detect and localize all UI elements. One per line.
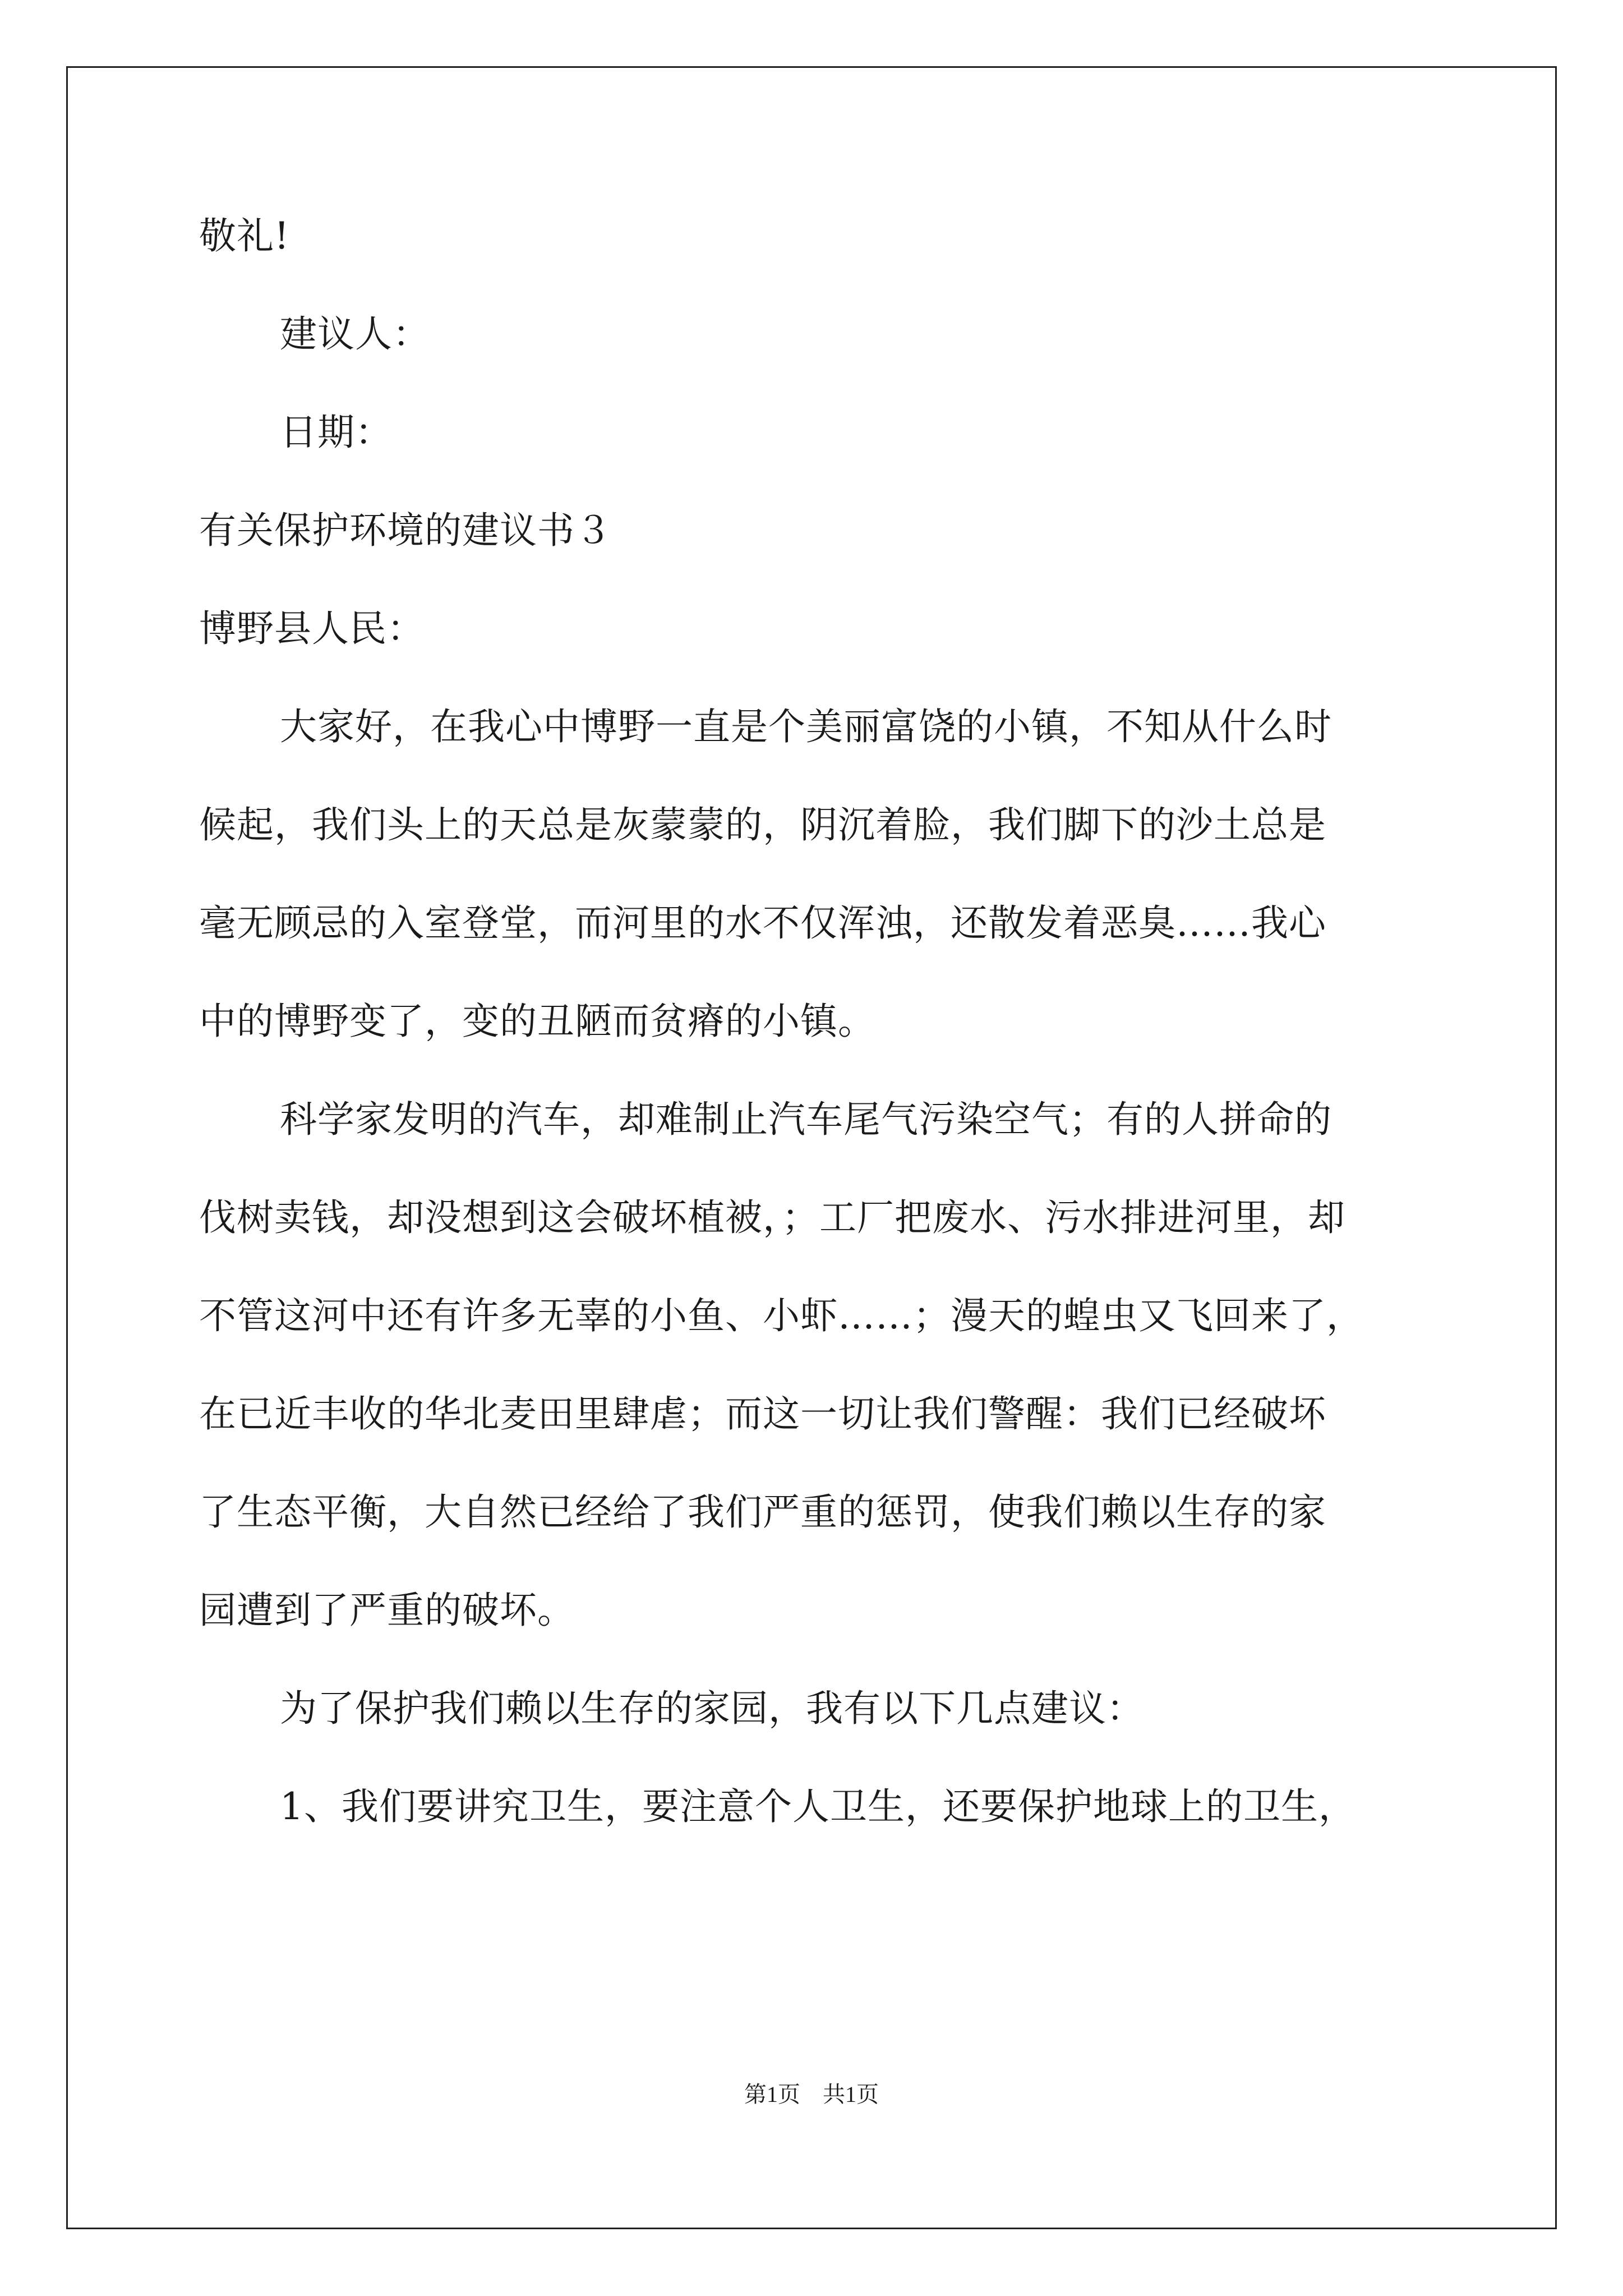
letter-greeting: 博野县人民： — [199, 607, 425, 650]
closing-salutation: 敬礼! — [199, 214, 290, 257]
paragraph-line: 候起，我们头上的天总是灰蒙蒙的，阴沉着脸，我们脚下的沙土总是 — [199, 803, 1326, 846]
paragraph-line: 在已近丰收的华北麦田里肆虐；而这一切让我们警醒：我们已经破坏 — [199, 1392, 1326, 1435]
signature-date-label: 日期： — [280, 411, 393, 454]
signature-proposer-label: 建议人： — [280, 312, 430, 356]
paragraph-line: 中的博野变了，变的丑陋而贫瘠的小镇。 — [199, 1000, 875, 1043]
paragraph-line: 了生态平衡，大自然已经给了我们严重的惩罚，使我们赖以生存的家 — [199, 1490, 1326, 1534]
section-title: 有关保护环境的建议书３ — [199, 509, 612, 552]
paragraph-line: 园遭到了严重的破坏。 — [199, 1589, 575, 1632]
page-number: 第1页 — [744, 2082, 800, 2107]
paragraph-line: 毫无顾忌的入室登堂，而河里的水不仅浑浊，还散发着恶臭……我心 — [199, 901, 1326, 945]
page-total: 共1页 — [823, 2082, 879, 2107]
paragraph-line: 为了保护我们赖以生存的家园，我有以下几点建议： — [280, 1687, 1144, 1730]
paragraph-line: 科学家发明的汽车，却难制止汽车尾气污染空气；有的人拼命的 — [280, 1098, 1332, 1141]
paragraph-line: 不管这河中还有许多无辜的小鱼、小虾……；漫天的蝗虫又飞回来了， — [199, 1294, 1364, 1337]
paragraph-line: 伐树卖钱，却没想到这会破坏植被，；工厂把废水、污水排进河里，却 — [199, 1196, 1345, 1239]
document-body — [199, 216, 1455, 1885]
list-item-line: 1、我们要讲究卫生，要注意个人卫生，还要保护地球上的卫生， — [280, 1785, 1356, 1828]
paragraph-line: 大家好，在我心中博野一直是个美丽富饶的小镇，不知从什么时 — [280, 705, 1332, 748]
page-footer — [0, 2081, 1623, 2108]
